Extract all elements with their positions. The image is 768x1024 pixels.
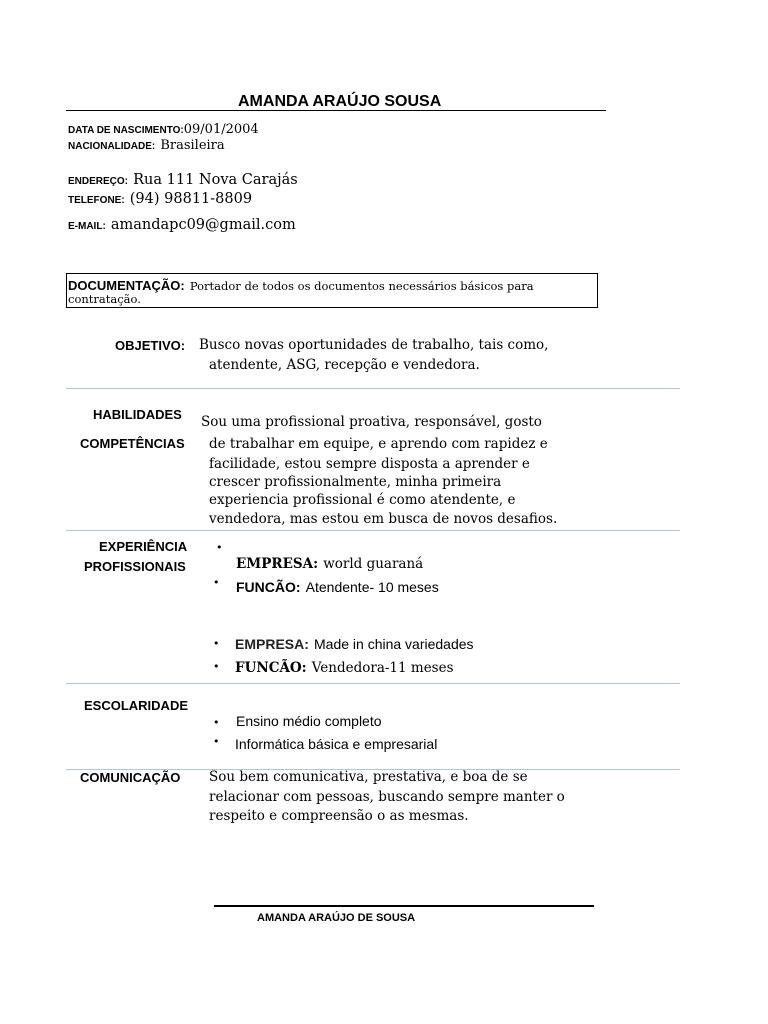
education-item-2: Informática básica e empresarial bbox=[235, 736, 438, 752]
skills-line-5: experiencia profissional é como atendente, e bbox=[209, 492, 516, 508]
skills-label-1: HABILIDADES bbox=[93, 407, 182, 422]
address-label: ENDEREÇO: bbox=[68, 176, 129, 187]
job1-role-row bbox=[236, 577, 439, 596]
job2-role-row bbox=[235, 657, 454, 676]
birth-value: 09/01/2004 bbox=[183, 122, 259, 137]
nationality-value: Brasileira bbox=[160, 138, 225, 153]
job1-company-label: EMPRESA: bbox=[236, 556, 319, 572]
skills-line-6: vendedora, mas estou em busca de novos desafios. bbox=[209, 511, 558, 527]
documentation-box bbox=[66, 273, 598, 308]
experience-label-2: PROFISSIONAIS bbox=[84, 559, 186, 574]
job2-role-label: FUNCÃO: bbox=[235, 660, 307, 676]
bullet-icon: • bbox=[213, 660, 220, 673]
job2-role-value: Vendedora-11 meses bbox=[311, 660, 454, 676]
bullet-icon: • bbox=[213, 735, 220, 748]
divider-3 bbox=[66, 683, 680, 684]
email-row bbox=[68, 214, 296, 233]
experience-label-1: EXPERIÊNCIA bbox=[99, 539, 188, 554]
name-underline bbox=[66, 110, 606, 111]
job2-company-row bbox=[235, 634, 474, 653]
objective-label: OBJETIVO: bbox=[115, 338, 186, 353]
skills-line-1: Sou uma profissional proativa, responsável, gosto bbox=[201, 414, 542, 430]
phone-label: TELEFONE: bbox=[68, 195, 125, 206]
documentation-line1: Portador de todos os documentos necessários básicos para bbox=[189, 279, 534, 293]
bullet-icon: • bbox=[213, 576, 220, 589]
job1-role-value: Atendente- 10 meses bbox=[305, 579, 439, 595]
job1-company-row bbox=[236, 553, 423, 572]
bullet-icon: • bbox=[213, 716, 220, 729]
signature-line bbox=[214, 905, 594, 907]
divider-1 bbox=[66, 388, 680, 389]
phone-row bbox=[68, 188, 252, 207]
skills-line-2: de trabalhar em equipe, e aprendo com rapidez e bbox=[209, 436, 548, 452]
email-value: amandapc09@gmail.com bbox=[110, 217, 296, 233]
objective-line2: atendente, ASG, recepção e vendedora. bbox=[209, 357, 480, 373]
job2-company-label: EMPRESA: bbox=[235, 636, 309, 652]
nationality-row bbox=[68, 134, 225, 153]
communication-line-3: respeito e compreensão o as mesmas. bbox=[209, 808, 469, 824]
divider-2 bbox=[66, 530, 680, 531]
objective-line1: Busco novas oportunidades de trabalho, tais como, bbox=[199, 337, 549, 353]
email-label: E-MAIL: bbox=[68, 221, 106, 232]
communication-line-1: Sou bem comunicativa, prestativa, e boa de se bbox=[209, 769, 528, 785]
job1-role-label: FUNCÃO: bbox=[236, 579, 301, 595]
bullet-icon: • bbox=[216, 541, 223, 554]
birth-label: DATA DE NASCIMENTO: bbox=[68, 125, 184, 136]
communication-line-2: relacionar com pessoas, buscando sempre manter o bbox=[209, 789, 565, 805]
job2-company-value: Made in china variedades bbox=[314, 636, 474, 652]
communication-label: COMUNICAÇÃO bbox=[80, 770, 181, 785]
documentation-label: DOCUMENTAÇÃO: bbox=[68, 278, 185, 293]
education-item-1: Ensino médio completo bbox=[236, 713, 382, 729]
address-value: Rua 111 Nova Carajás bbox=[133, 172, 298, 188]
skills-line-4: crescer profissionalmente, minha primeira bbox=[209, 474, 502, 490]
candidate-name: AMANDA ARAÚJO SOUSA bbox=[238, 93, 442, 110]
skills-line-3: facilidade, estou sempre disposta a aprender e bbox=[209, 456, 530, 472]
address-row bbox=[68, 169, 298, 188]
documentation-line2: contratação. bbox=[68, 292, 141, 306]
phone-value: (94) 98811-8809 bbox=[129, 191, 253, 207]
job1-company-value: world guaraná bbox=[323, 556, 424, 572]
signature-name: AMANDA ARAÚJO DE SOUSA bbox=[257, 912, 416, 924]
bullet-icon: • bbox=[213, 637, 220, 650]
nationality-label: NACIONALIDADE: bbox=[68, 141, 156, 152]
skills-label-2: COMPETÊNCIAS bbox=[80, 436, 185, 451]
education-label: ESCOLARIDADE bbox=[84, 698, 189, 713]
